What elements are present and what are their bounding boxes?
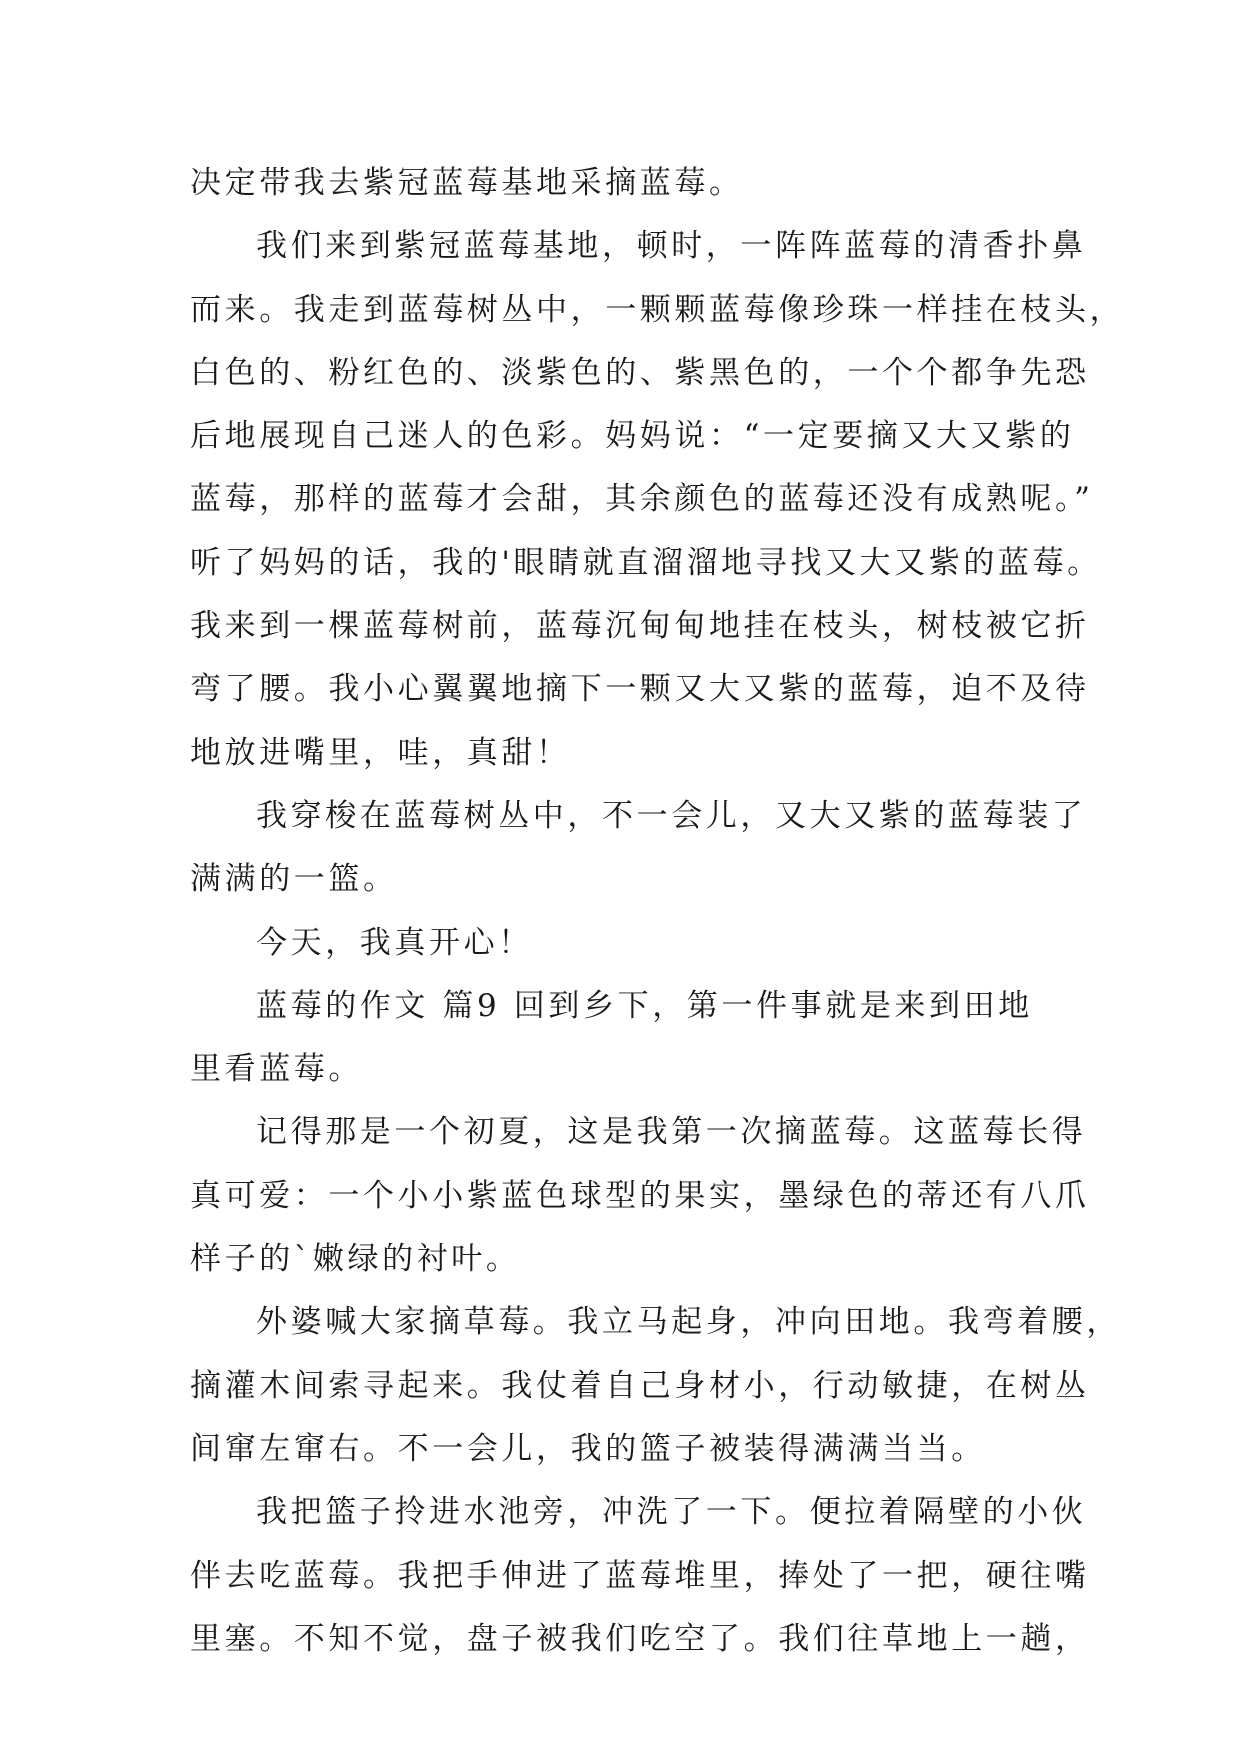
text-line: 记得那是一个初夏，这是我第一次摘蓝莓。这蓝莓长得 [256,1114,1087,1151]
text-line: 蓝莓的作文 篇9 回到乡下，第一件事就是来到田地 [256,987,1033,1024]
text-line: 真可爱：一个小小紫蓝色球型的果实，墨绿色的蒂还有八爪 [190,1177,1090,1214]
text-line: 满满的一篮。 [190,861,398,898]
text-line: 白色的、粉红色的、淡紫色的、紫黑色的，一个个都争先恐 [190,354,1090,391]
text-line: 听了妈妈的话，我的'眼睛就直溜溜地寻找又大又紫的蓝莓。 [190,544,1102,581]
text-line: 地放进嘴里，哇，真甜！ [190,734,571,771]
text-line: 蓝莓，那样的蓝莓才会甜，其余颜色的蓝莓还没有成熟呢。” [190,481,1094,518]
text-line: 后地展现自己迷人的色彩。妈妈说：“一定要摘又大又紫的 [190,418,1075,455]
text-line: 外婆喊大家摘草莓。我立马起身，冲向田地。我弯着腰， [256,1304,1121,1341]
text-line: 今天，我真开心！ [256,924,533,961]
text-line: 摘灌木间索寻起来。我仗着自己身材小，行动敏捷，在树丛 [190,1367,1090,1404]
text-line: 我穿梭在蓝莓树丛中，不一会儿，又大又紫的蓝莓装了 [256,797,1087,834]
text-line: 间窜左窜右。不一会儿，我的篮子被装得满满当当。 [190,1430,986,1467]
text-line: 弯了腰。我小心翼翼地摘下一颗又大又紫的蓝莓，迫不及待 [190,671,1090,708]
text-line: 我们来到紫冠蓝莓基地，顿时，一阵阵蓝莓的清香扑鼻 [256,228,1087,265]
text-line: 伴去吃蓝莓。我把手伸进了蓝莓堆里，捧处了一把，硬往嘴 [190,1557,1090,1594]
text-line: 里塞。不知不觉，盘子被我们吃空了。我们往草地上一趟， [190,1620,1090,1657]
text-line: 而来。我走到蓝莓树丛中，一颗颗蓝莓像珍珠一样挂在枝头， [190,291,1125,328]
text-line: 决定带我去紫冠蓝莓基地采摘蓝莓。 [190,165,744,201]
text-line: 我来到一棵蓝莓树前，蓝莓沉甸甸地挂在枝头，树枝被它折 [190,608,1090,645]
text-line: 样子的`嫩绿的衬叶。 [190,1241,521,1278]
document-body [190,152,1125,1671]
text-line: 里看蓝莓。 [190,1051,363,1088]
text-line: 我把篮子拎进水池旁，冲洗了一下。便拉着隔壁的小伙 [256,1494,1087,1531]
